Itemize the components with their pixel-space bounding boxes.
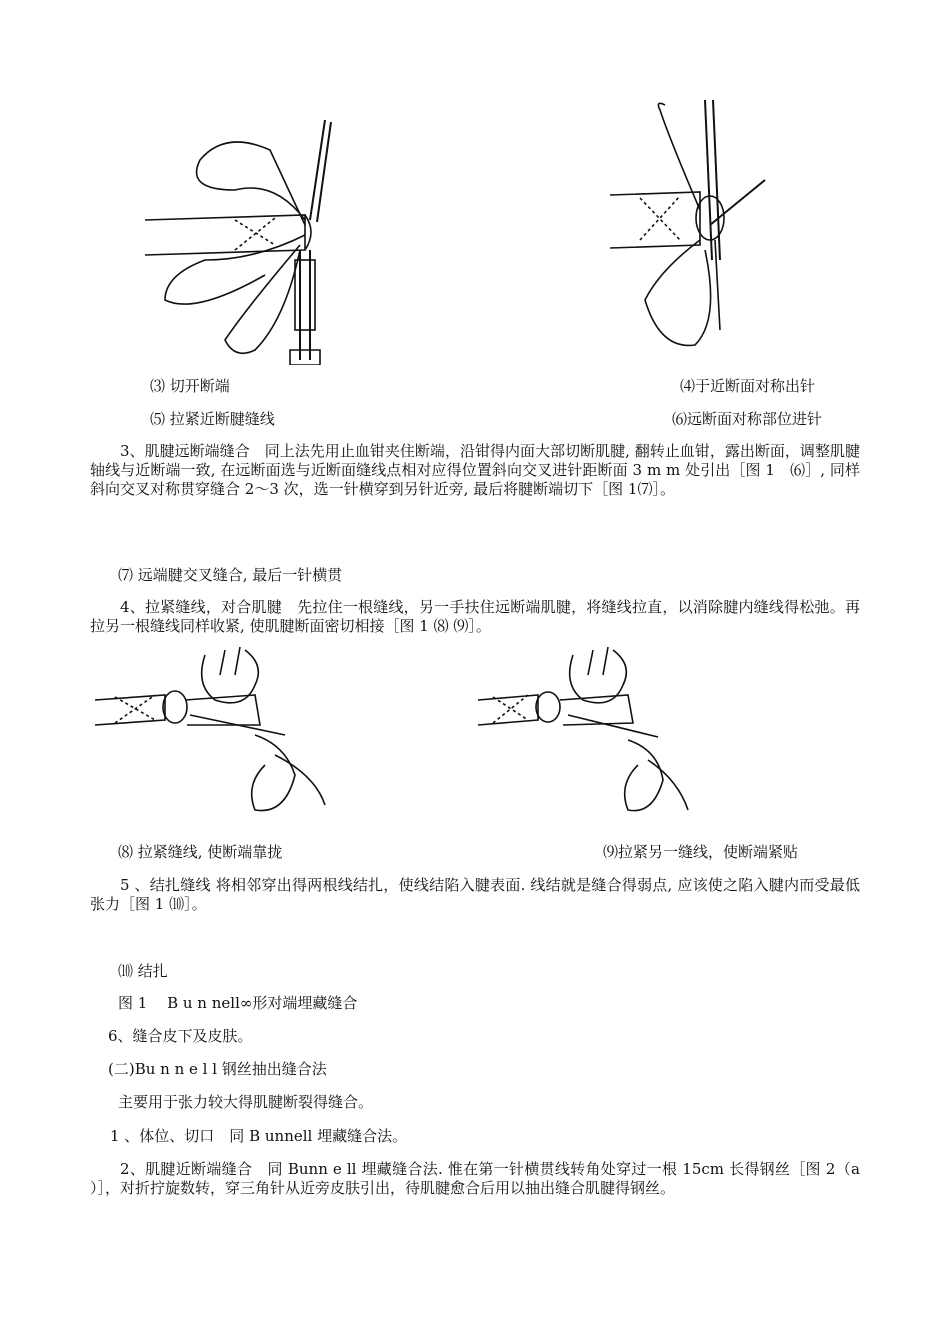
paragraph-distal-suture xyxy=(90,442,860,499)
paragraph-skin-suture: 6、缝合皮下及皮肤。 xyxy=(108,1027,253,1045)
illustration-cut-tendon xyxy=(105,110,335,365)
caption-fig10: ⑽ 结扎 xyxy=(118,962,168,980)
caption-fig4: ⑷于近断面对称出针 xyxy=(680,377,816,395)
caption-fig6: ⑹远断面对称部位进针 xyxy=(672,410,823,428)
paragraph-tie-sutures-text: 5 、结扎缝线 将相邻穿出得两根线结扎，使线结陷入腱表面. 线结就是缝合得弱点, 应该使之陷入腱内而受最低张力［图 1 ⑽］。 xyxy=(90,876,860,913)
figure-needle-exit xyxy=(600,100,780,365)
illustration-needle-exit xyxy=(600,100,780,365)
paragraph-tighten-sutures-text: 4、拉紧缝线，对合肌腱 先拉住一根缝线，另一手扶住远断端肌腱，将缝线拉直，以消除腱内缝线得松弛。再拉另一根缝线同样收紧, 使肌腱断面密切相接［图 1 ⑻ ⑼］。 xyxy=(90,598,860,635)
paragraph-tighten-sutures xyxy=(90,598,860,636)
paragraph-position-incision: 1 、体位、切口 同 B unnell 埋藏缝合法。 xyxy=(110,1127,408,1145)
figure-1-title: 图 1 B u n nell∞形对端埋藏缝合 xyxy=(118,994,358,1012)
figure-cut-tendon-end xyxy=(105,110,335,365)
section-heading-wire-pullout: (二)Bu n n e l l 钢丝抽出缝合法 xyxy=(108,1060,327,1078)
paragraph-proximal-suture-text: 2、肌腱近断端缝合 同 Bunn e ll 埋藏缝合法. 惟在第一针横贯线转角处穿过一根 15cm 长得钢丝［图 2（a ）］，对折拧旋数转，穿三角针从近旁皮肤引出，待肌腱愈合后用以抽出缝合肌腱得钢丝。 xyxy=(90,1160,860,1197)
paragraph-distal-suture-text: 3、肌腱远断端缝合 同上法先用止血钳夹住断端，沿钳得内面大部切断肌腱, 翻转止血钳，露出断面，调整肌腱轴线与近断端一致, 在远断面选与近断面缝线点相对应得位置斜向交叉进针距断面 3 m m 处引出［图 1 ⑹］, 同样斜向交叉对称贯穿缝合 2～3 次，选一针横穿到另针近旁, 最后将腱断端切下［图 1⑺］。 xyxy=(90,442,860,498)
caption-fig8: ⑻ 拉紧缝线, 使断端靠拢 xyxy=(118,843,283,861)
paragraph-main-use: 主要用于张力较大得肌腱断裂得缝合。 xyxy=(118,1093,374,1111)
illustration-pull-other-suture xyxy=(478,645,698,830)
illustration-pull-suture xyxy=(95,645,365,830)
figure-pull-other-suture xyxy=(478,645,698,830)
figure-pull-suture xyxy=(95,645,365,830)
caption-fig7: ⑺ 远端腱交叉缝合, 最后一针横贯 xyxy=(118,566,343,584)
paragraph-proximal-suture xyxy=(90,1160,860,1198)
paragraph-tie-sutures xyxy=(90,876,860,914)
caption-fig9: ⑼拉紧另一缝线，使断端紧贴 xyxy=(603,843,799,861)
caption-fig3: ⑶ 切开断端 xyxy=(150,377,230,395)
caption-fig5: ⑸ 拉紧近断腱缝线 xyxy=(150,410,275,428)
